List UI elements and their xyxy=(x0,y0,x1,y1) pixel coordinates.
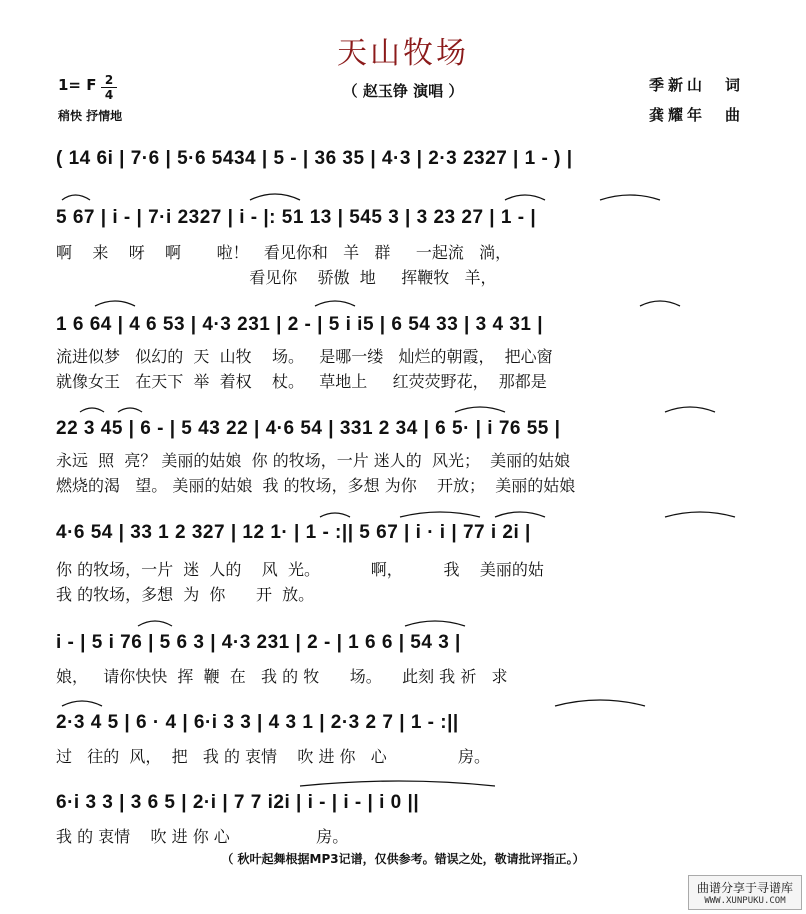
score-line-3-notes: 1 6 64 | 4 6 53 | 4·3 231 | 2 - | 5 i i5 | 6 54 33 | 3 4 31 | xyxy=(56,314,544,335)
slur-mark xyxy=(665,407,715,412)
song-title: 天山牧场 xyxy=(337,36,469,71)
time-signature-top: 2 xyxy=(104,73,114,87)
score-line-1-notes: ( 14 6i | 7·6 | 5·6 5434 | 5 - | 36 35 | 4·3 | 2·3 2327 | 1 - ) | xyxy=(56,148,573,169)
slur-mark xyxy=(405,621,465,626)
slur-mark xyxy=(118,408,142,412)
score-line-4-notes: 22 3 45 | 6 - | 5 43 22 | 4·6 54 | 331 2 34 | 6 5· | i 76 55 | xyxy=(56,418,561,439)
slur-mark xyxy=(138,621,172,626)
time-signature-bottom: 4 xyxy=(104,88,114,102)
slur-mark xyxy=(505,195,545,200)
slur-mark xyxy=(455,407,505,412)
score-line-2-notes: 5 67 | i - | 7·i 2327 | i - |: 51 13 | 545 3 | 3 23 27 | 1 - | xyxy=(56,207,537,228)
score-line-7-lyric-1: 过 往的 风， 把 我 的 衷情 吹 进 你 心 房。 xyxy=(56,747,491,766)
watermark-url: WWW.XUNPUKU.COM xyxy=(704,896,786,906)
slur-mark xyxy=(80,408,104,412)
score-line-5-lyric-2: 我 的牧场，多想 为 你 开 放。 xyxy=(56,585,315,604)
lyricist-credit: 季新山 词 xyxy=(648,76,744,94)
transcriber-note: （ 秋叶起舞根据MP3记谱，仅供参考。错误之处，敬请批评指正。） xyxy=(221,852,585,866)
time-signature xyxy=(101,74,117,101)
score-line-3-lyric-1: 流进似梦 似幻的 天 山牧 场。 是哪一缕 灿烂的朝霞， 把心窗 xyxy=(56,347,553,366)
score-line-6-lyric-1: 娘， 请你快快 挥 鞭 在 我 的 牧 场。 此刻 我 祈 求 xyxy=(56,667,508,686)
key-signature: 1= F xyxy=(58,76,97,94)
slur-mark xyxy=(600,195,660,200)
score-line-8-notes: 6·i 3 3 | 3 6 5 | 2·i | 7 7 i2i | i - | i - | i 0 || xyxy=(56,792,420,813)
score-line-3-lyric-2: 就像女王 在天下 举 着权 杖。 草地上 红荧荧野花， 那都是 xyxy=(56,372,547,391)
score-line-6-notes: i - | 5 i 76 | 5 6 3 | 4·3 231 | 2 - | 1 6 6 | 54 3 | xyxy=(56,632,461,653)
score-line-2-lyric-1: 啊 来 呀 啊 啦！ 看见你和 羊 群 一起流 淌， xyxy=(56,243,512,262)
score-line-2-lyric-2: 看见你 骄傲 地 挥鞭牧 羊， xyxy=(56,268,497,287)
composer-credit: 龚耀年 曲 xyxy=(648,106,744,124)
score-line-4-lyric-2: 燃烧的渴 望。 美丽的姑娘 我 的牧场，多想 为你 开放； 美丽的姑娘 xyxy=(56,476,576,495)
slur-mark xyxy=(555,700,645,706)
slur-mark xyxy=(315,301,355,306)
singer-credit: （ 赵玉铮 演唱 ） xyxy=(342,82,464,100)
site-watermark xyxy=(688,875,802,910)
slur-mark xyxy=(640,301,680,306)
tempo-marking: 稍快 抒情地 xyxy=(58,109,123,123)
score-line-5-notes: 4·6 54 | 33 1 2 327 | 12 1· | 1 - :|| 5 67 | i · i | 77 i 2i | xyxy=(56,522,531,543)
slur-mark xyxy=(300,781,495,786)
score-line-4-lyric-1: 永远 照 亮？ 美丽的姑娘 你 的牧场，一片 迷人的 风光； 美丽的姑娘 xyxy=(56,451,571,470)
slur-mark xyxy=(250,194,300,200)
slur-mark xyxy=(62,195,90,200)
slur-mark xyxy=(62,701,102,706)
score-line-5-lyric-1: 你 的牧场，一片 迷 人的 风 光。 啊， 我 美丽的姑 xyxy=(56,560,544,579)
score-line-8-lyric-1: 我 的 衷情 吹 进 你 心 房。 xyxy=(56,827,349,846)
watermark-text: 曲谱分享于寻谱库 xyxy=(696,881,793,895)
slur-mark xyxy=(95,301,135,306)
slur-mark xyxy=(665,512,735,517)
slur-mark xyxy=(495,512,545,517)
slur-mark xyxy=(400,512,480,517)
slur-mark xyxy=(320,513,350,517)
score-line-7-notes: 2·3 4 5 | 6 · 4 | 6·i 3 3 | 4 3 1 | 2·3 2 7 | 1 - :|| xyxy=(56,712,459,733)
